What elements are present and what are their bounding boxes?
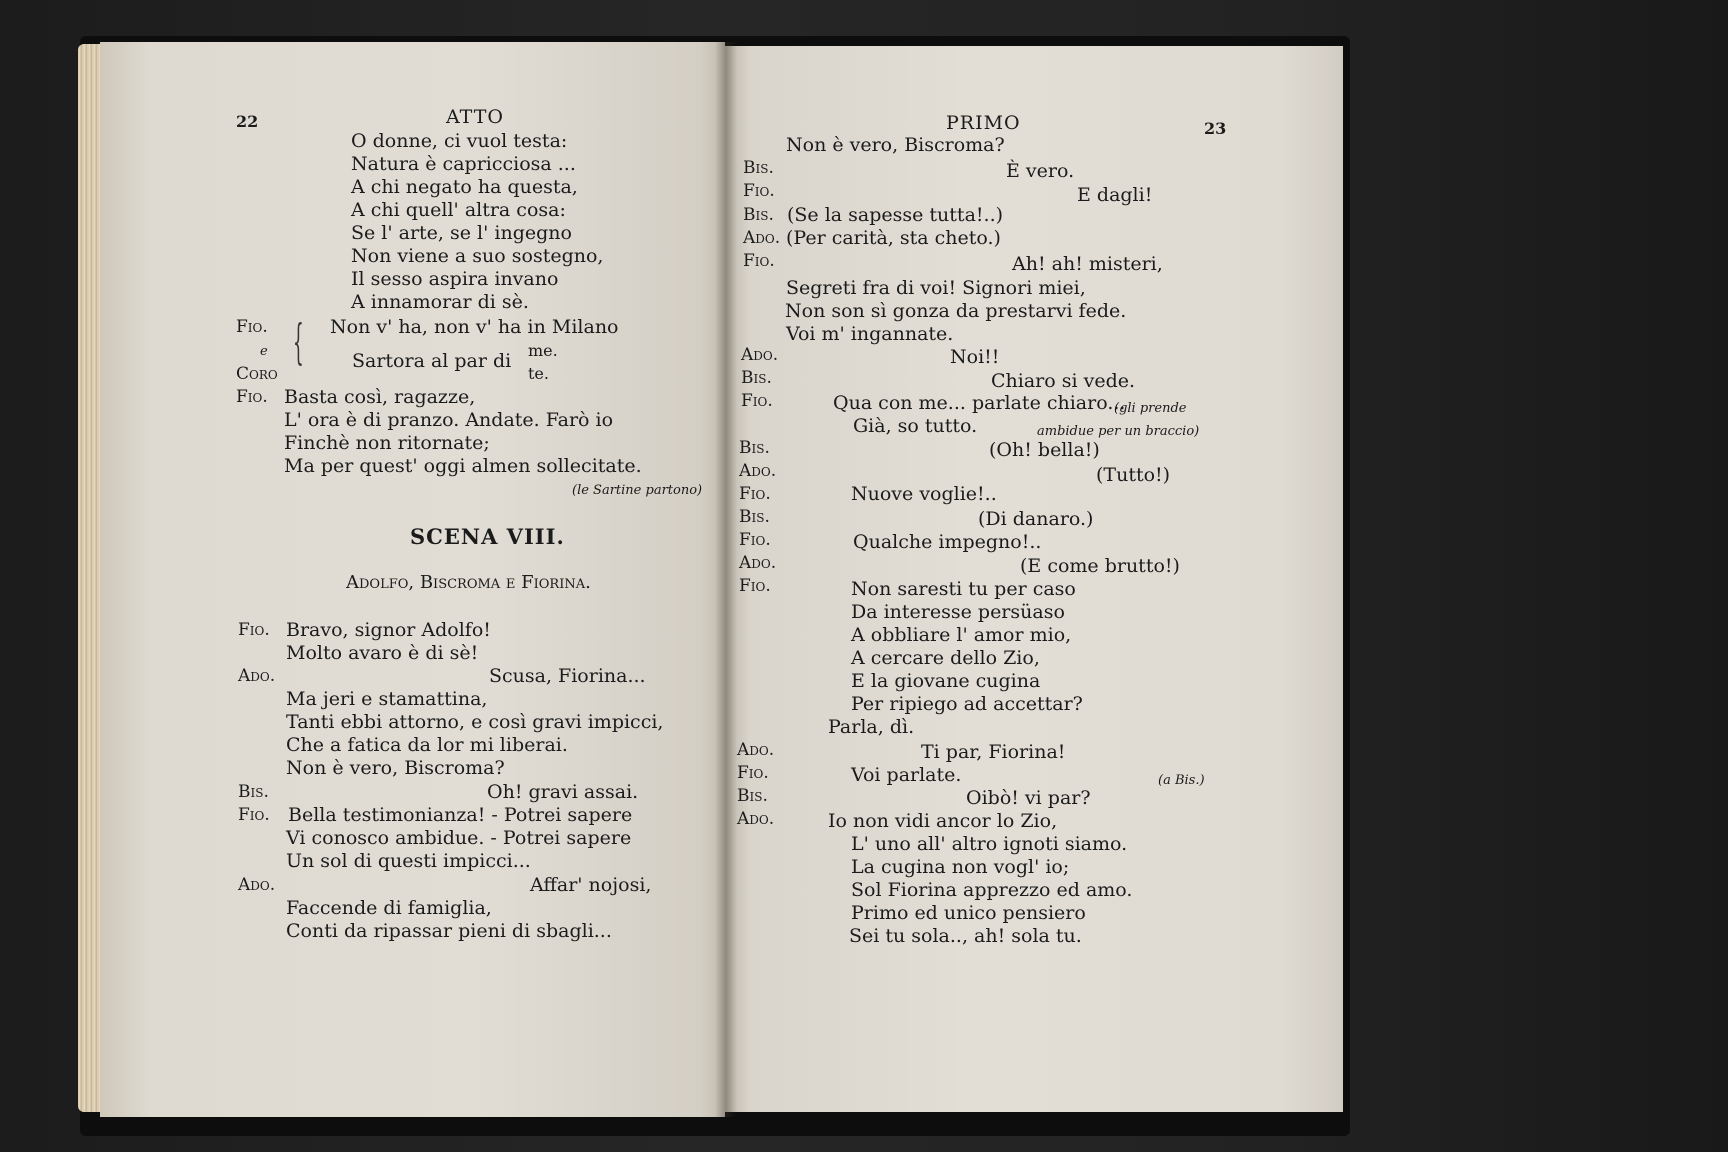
speaker-label: Coro	[236, 364, 278, 384]
dialogue-line: Noi!!	[950, 346, 1000, 368]
dialogue-line: Chiaro si vede.	[991, 370, 1136, 392]
dialogue-line: E dagli!	[1077, 184, 1153, 206]
speaker-label: Ado.	[739, 553, 777, 573]
dialogue-line: Scusa, Fiorina...	[489, 665, 646, 687]
dialogue-line: Già, so tutto.	[853, 415, 978, 437]
dialogue-line: L' uno all' altro ignoti siamo.	[851, 833, 1128, 855]
dialogue-line: (Se la sapesse tutta!..)	[787, 204, 1004, 226]
dialogue-line: Ma jeri e stamattina,	[286, 688, 488, 710]
verse-line: O donne, ci vuol testa:	[351, 130, 568, 152]
verse-line: Natura è capricciosa ...	[351, 153, 576, 175]
dialogue-line: Voi m' ingannate.	[786, 323, 954, 345]
speaker-label: Fio.	[236, 387, 268, 407]
dialogue-line: (Tutto!)	[1096, 464, 1171, 486]
verse-line: Finchè non ritornate;	[284, 432, 490, 454]
dialogue-line: Nuove voglie!..	[851, 483, 997, 505]
dialogue-line: Primo ed unico pensiero	[851, 902, 1086, 924]
dialogue-line: E la giovane cugina	[851, 670, 1041, 692]
dialogue-line: Ah! ah! misteri,	[1012, 253, 1163, 275]
dialogue-line: Non è vero, Biscroma?	[786, 134, 1005, 156]
speaker-label: Fio.	[739, 576, 771, 596]
dialogue-line: Qua con me... parlate chiaro...	[833, 392, 1126, 414]
dialogue-line: Conti da ripassar pieni di sbagli...	[286, 920, 612, 942]
stage-direction: (gli prende	[1114, 401, 1187, 416]
dialogue-line: Bella testimonianza! - Potrei sapere	[288, 804, 633, 826]
dialogue-line: Sol Fiorina apprezzo ed amo.	[851, 879, 1133, 901]
dialogue-line: Un sol di questi impicci...	[286, 850, 531, 872]
speaker-label: Ado.	[737, 809, 775, 829]
verse-line: Il sesso aspira invano	[351, 268, 559, 290]
dialogue-line: Sei tu sola.., ah! sola tu.	[849, 925, 1082, 947]
dialogue-line: Io non vidi ancor lo Zio,	[828, 810, 1058, 832]
dialogue-line: Voi parlate.	[851, 764, 962, 786]
dialogue-line: A cercare dello Zio,	[851, 647, 1040, 669]
speaker-label: Ado.	[739, 461, 777, 481]
speaker-label: Bis.	[743, 158, 774, 178]
speaker-label: Fio.	[739, 484, 771, 504]
dialogue-line: Oibò! vi par?	[966, 787, 1091, 809]
speaker-label: Bis.	[741, 368, 772, 388]
verse-line: Non v' ha, non v' ha in Milano	[330, 316, 619, 338]
verse-line: Non viene a suo sostegno,	[351, 245, 604, 267]
verse-line: A innamorar di sè.	[351, 291, 529, 313]
dialogue-line: Oh! gravi assai.	[487, 781, 639, 803]
speaker-label: Fio.	[739, 530, 771, 550]
speaker-label: Ado.	[737, 740, 775, 760]
dialogue-line: (E come brutto!)	[1020, 555, 1180, 577]
speaker-label: Fio.	[741, 391, 773, 411]
speaker-label: Ado.	[238, 666, 276, 686]
stage-direction: (a Bis.)	[1158, 773, 1205, 788]
dialogue-line: Per ripiego ad accettar?	[851, 693, 1083, 715]
dialogue-line: Che a fatica da lor mi liberai.	[286, 734, 568, 756]
speaker-label: Bis.	[739, 438, 770, 458]
verse-line: Ma per quest' oggi almen sollecitate.	[284, 455, 642, 477]
speaker-conjunction: e	[260, 344, 268, 359]
dialogue-line: Qualche impegno!..	[853, 531, 1042, 553]
speaker-label: Fio.	[743, 251, 775, 271]
dialogue-line: Non è vero, Biscroma?	[286, 757, 505, 779]
right-page-number: 23	[1204, 119, 1227, 138]
speaker-label: Bis.	[739, 507, 770, 527]
left-running-head: ATTO	[446, 106, 504, 128]
dialogue-line: Molto avaro è di sè!	[286, 642, 479, 664]
stage-direction: (le Sartine partono)	[572, 483, 703, 498]
dialogue-line: (Per carità, sta cheto.)	[786, 227, 1001, 249]
book-gutter	[715, 42, 737, 1117]
speaker-label: Ado.	[238, 875, 276, 895]
verse-line: A chi negato ha questa,	[351, 176, 578, 198]
dialogue-line: Affar' nojosi,	[530, 874, 652, 896]
dialogue-line: Ti par, Fiorina!	[921, 741, 1066, 763]
speaker-label: Fio.	[737, 763, 769, 783]
dialogue-line: Non son sì gonza da prestarvi fede.	[785, 300, 1127, 322]
stage-direction: ambidue per un braccio)	[1037, 424, 1200, 439]
dialogue-line: Segreti fra di voi! Signori miei,	[786, 277, 1086, 299]
dialogue-line: Non saresti tu per caso	[851, 578, 1076, 600]
dialogue-line: (Oh! bella!)	[989, 439, 1100, 461]
speaker-label: Bis.	[238, 782, 269, 802]
speaker-label: Ado.	[743, 228, 781, 248]
dialogue-line: Vi conosco ambidue. - Potrei sapere	[286, 827, 632, 849]
dialogue-line: Da interesse persüaso	[851, 601, 1065, 623]
speaker-label: Fio.	[236, 317, 268, 337]
brace-icon: {	[293, 314, 304, 370]
dialogue-line: Faccende di famiglia,	[286, 897, 492, 919]
dialogue-line: Bravo, signor Adolfo!	[286, 619, 491, 641]
dialogue-line: (Di danaro.)	[978, 508, 1094, 530]
dialogue-line: Parla, dì.	[828, 716, 915, 738]
speaker-label: Fio.	[238, 620, 270, 640]
speaker-label: Bis.	[737, 786, 768, 806]
speaker-label: Fio.	[238, 805, 270, 825]
scene-characters: Adolfo, Biscroma e Fiorina.	[346, 572, 591, 593]
speaker-label: Bis.	[743, 205, 774, 225]
dialogue-line: A obbliare l' amor mio,	[851, 624, 1072, 646]
verse-line: Basta così, ragazze,	[284, 386, 476, 408]
verse-line: Se l' arte, se l' ingegno	[351, 222, 572, 244]
verse-line: A chi quell' altra cosa:	[351, 199, 566, 221]
verse-line: Sartora al par di	[352, 350, 512, 372]
alternate-ending: me.	[528, 341, 558, 360]
alternate-ending: te.	[528, 364, 549, 383]
speaker-label: Ado.	[741, 345, 779, 365]
dialogue-line: È vero.	[1006, 160, 1075, 182]
scene-title: SCENA VIII.	[410, 524, 565, 549]
dialogue-line: Tanti ebbi attorno, e così gravi impicci,	[286, 711, 664, 733]
dialogue-line: La cugina non vogl' io;	[851, 856, 1070, 878]
speaker-label: Fio.	[743, 181, 775, 201]
verse-line: L' ora è di pranzo. Andate. Farò io	[284, 409, 614, 431]
left-page-number: 22	[236, 112, 259, 131]
right-running-head: PRIMO	[946, 112, 1021, 134]
